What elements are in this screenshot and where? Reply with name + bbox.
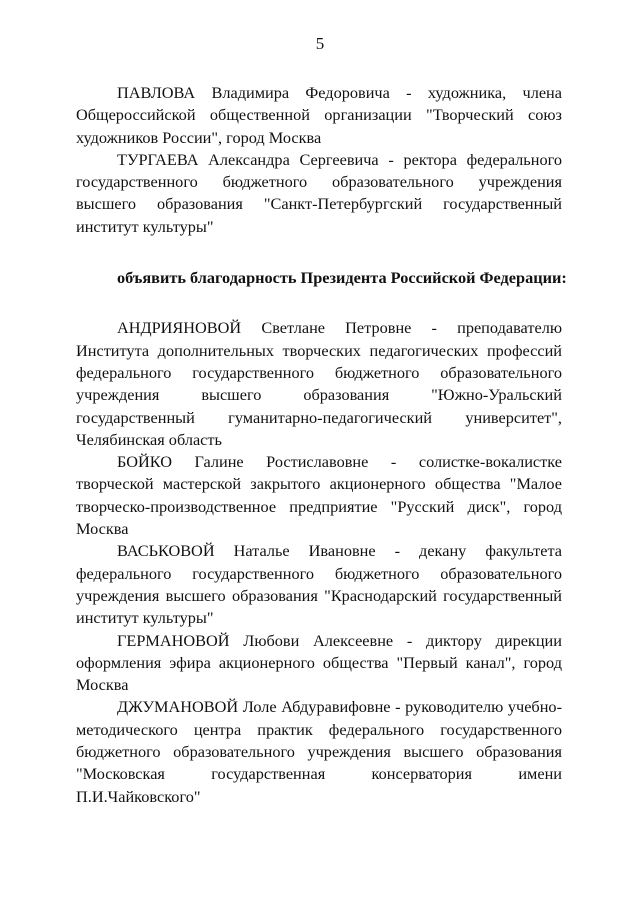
entry-surname: ПАВЛОВА (117, 83, 196, 102)
entry-text: Наталье Ивановне - декану факультета федерального государственного бюджетного образовательного учреждения высшего образования "Краснодарский государственный институт культуры" (76, 541, 563, 628)
entry-surname: БОЙКО (117, 452, 172, 472)
award-entry (76, 451, 562, 540)
entry-text: Александра Сергеевича - ректора федерального государственного бюджетного образовательного учреждения высшего образования "Санкт-Петербургский государственный институт культуры" (76, 149, 563, 236)
award-entry (76, 540, 562, 629)
award-entry (76, 149, 562, 238)
page-number: 5 (315, 34, 325, 53)
award-entry (76, 630, 562, 697)
entry-text: Галине Ростиславовне - солистке-вокалистке творческой мастерской закрытого акционерного общества "Малое творческо-производственное предприятие "Русский диск", город Москва (76, 452, 562, 539)
entry-surname: ВАСЬКОВОЙ (117, 541, 215, 561)
entry-surname: АНДРИЯНОВОЙ (117, 318, 242, 338)
entry-text: Лоле Абдуравифовне - руководителю учебно-методического центра практик федерального государственного бюджетного образовательного учреждения высшего образования "Московская государственная консерватория имени П.И.Чайковского" (76, 697, 562, 806)
award-entry (76, 696, 562, 807)
entry-surname: ГЕРМАНОВОЙ (117, 630, 230, 650)
entry-text: Любови Алексеевне - диктору дирекции оформления эфира акционерного общества "Первый канал", город Москва (76, 630, 562, 695)
award-entry (76, 317, 562, 451)
entry-surname: ДЖУМАНОВОЙ (117, 697, 239, 717)
section-heading: объявить благодарность Президента Российской Федерации: (117, 268, 567, 288)
entry-surname: ТУРГАЕВА (117, 149, 199, 169)
award-entry (76, 82, 562, 149)
entry-text: Светлане Петровне - преподавателю Института дополнительных творческих педагогических профессий федерального государственного бюджетного образовательного учреждения высшего образования "Южно-Уральский государственный гуманитарно-педагогический университет", Челябинская область (76, 318, 562, 449)
document-body (76, 82, 567, 808)
entry-text: Владимира Федоровича - художника, члена Общероссийской общественной организации "Творческий союз художников России", город Москва (76, 83, 562, 147)
